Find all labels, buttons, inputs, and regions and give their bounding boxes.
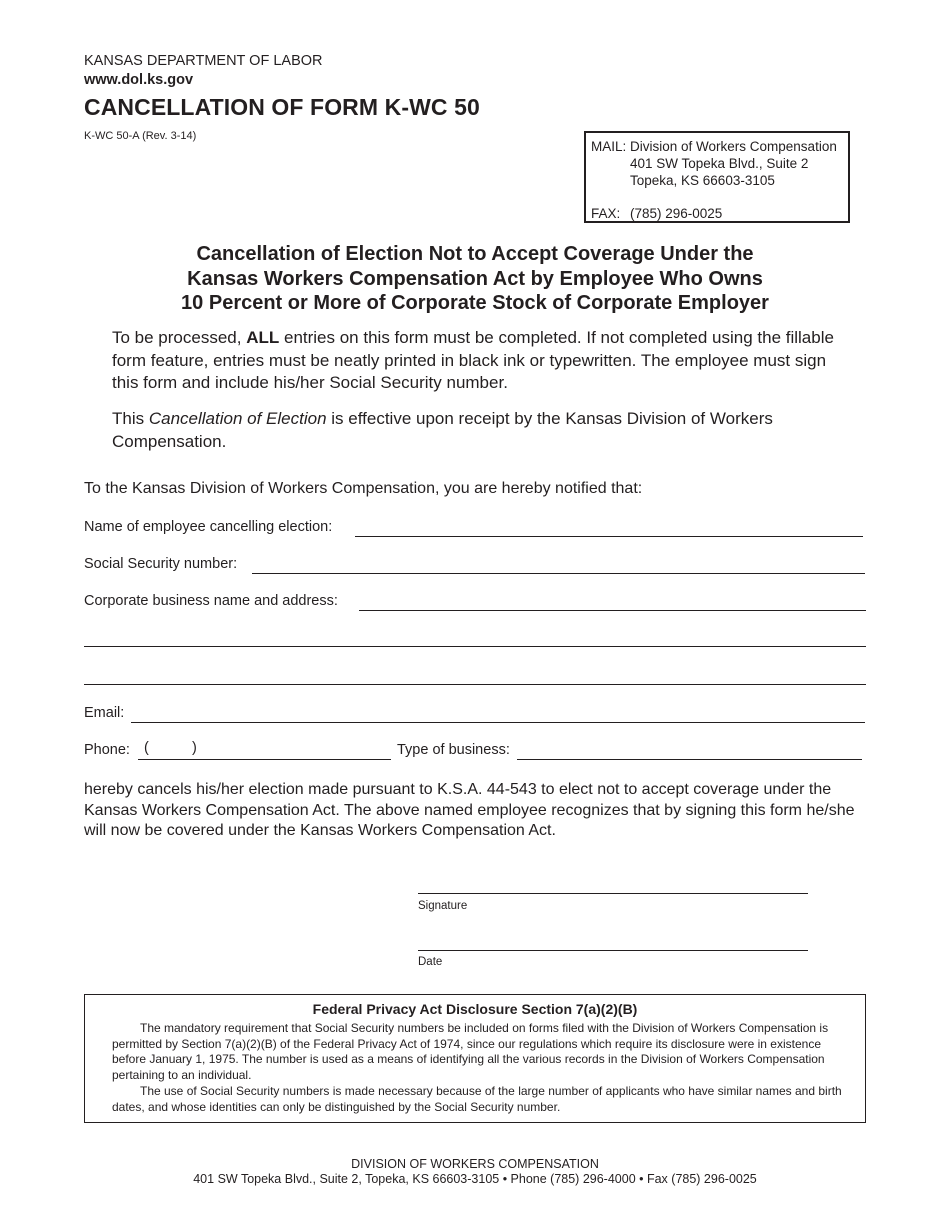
phone-label: Phone: — [84, 742, 130, 758]
effective-text: is effective upon receipt by the Kansas Division of Workers Compensation. — [112, 409, 773, 451]
business-address-line-3[interactable] — [84, 669, 866, 685]
fax-label: FAX: — [591, 206, 621, 221]
mail-line-3: Topeka, KS 66603-3105 — [630, 173, 775, 188]
email-field[interactable] — [131, 707, 865, 723]
date-label: Date — [418, 956, 443, 968]
privacy-title: Federal Privacy Act Disclosure Section 7(a)(2)(B) — [312, 1001, 638, 1017]
footer-contact: 401 SW Topeka Blvd., Suite 2, Topeka, KS 66603-3105 • Phone (785) 296-4000 • Fax (785) 296-0025 — [193, 1172, 757, 1186]
signature-label: Signature — [418, 900, 468, 912]
business-type-field[interactable] — [517, 744, 862, 760]
agency-website: www.dol.ks.gov — [84, 72, 194, 88]
phone-area-close: ) — [192, 740, 197, 756]
ssn-label: Social Security number: — [84, 556, 238, 572]
effective-prefix: This — [112, 409, 145, 428]
email-label: Email: — [84, 705, 125, 721]
footer-division: DIVISION OF WORKERS COMPENSATION — [351, 1157, 599, 1171]
mail-address-box — [584, 131, 850, 223]
phone-field[interactable] — [138, 744, 391, 760]
effective-emphasis: Cancellation of Election — [148, 409, 327, 428]
business-address-line-2[interactable] — [84, 631, 866, 647]
business-type-label: Type of business: — [397, 742, 510, 758]
cancellation-statement: hereby cancels his/her election made pursuant to K.S.A. 44-543 to elect not to accept coverage under the Kansas Workers Compensation Act. The above named employee recognizes that by signing this form he/she will now be covered under the Kansas Workers Compensation Act. — [84, 781, 855, 839]
business-address-field[interactable] — [359, 595, 866, 611]
business-label: Corporate business name and address: — [84, 593, 338, 609]
form-number: K-WC 50-A (Rev. 3-14) — [84, 130, 197, 142]
instructions-prefix: To be processed, — [112, 328, 242, 347]
agency-name: KANSAS DEPARTMENT OF LABOR — [84, 53, 323, 69]
form-title: CANCELLATION OF FORM K-WC 50 — [84, 94, 480, 120]
date-field[interactable] — [418, 935, 808, 951]
heading-line-3: 10 Percent or More of Corporate Stock of Corporate Employer — [181, 292, 769, 314]
employee-name-field[interactable] — [355, 521, 863, 537]
instructions-paragraph-2 — [112, 408, 852, 453]
privacy-paragraph-2: The use of Social Security numbers is made necessary because of the large number of applicants who have similar names and birth dates, and whose identities can only be distinguished by the Social Security number. — [112, 1084, 842, 1114]
phone-area-open: ( — [144, 740, 149, 756]
employee-name-label: Name of employee cancelling election: — [84, 519, 333, 535]
instructions-text: entries on this form must be completed. If not completed using the fillable form feature, entries must be neatly printed in black ink or typewritten. The employee must sign this form and include his/her Social Security number. — [112, 328, 834, 392]
notice-text: To the Kansas Division of Workers Compensation, you are hereby notified that: — [84, 480, 643, 497]
instructions-emphasis: ALL — [246, 328, 280, 347]
mail-line-1: Division of Workers Compensation — [630, 139, 837, 154]
instructions-paragraph-1 — [112, 327, 852, 395]
privacy-disclosure-box — [84, 994, 866, 1123]
mail-line-2: 401 SW Topeka Blvd., Suite 2 — [630, 156, 809, 171]
mail-label: MAIL: — [591, 139, 627, 154]
ssn-field[interactable] — [252, 558, 865, 574]
privacy-paragraph-1: The mandatory requirement that Social Security numbers be included on forms filed with the Division of Workers Compensation is permitted by Section 7(a)(2)(B) of the Federal Privacy Act of 1974, since our regulations which require its disclosure were in existence before January 1, 1975. The number is used as a means of identifying all the various records in the Division of Workers Compensation pertaining to an individual. — [112, 1021, 829, 1082]
form-heading — [84, 242, 866, 316]
signature-field[interactable] — [418, 878, 808, 894]
heading-line-1: Cancellation of Election Not to Accept Coverage Under the — [196, 243, 754, 265]
heading-line-2: Kansas Workers Compensation Act by Employee Who Owns — [187, 267, 763, 290]
fax-number: (785) 296-0025 — [630, 206, 723, 221]
